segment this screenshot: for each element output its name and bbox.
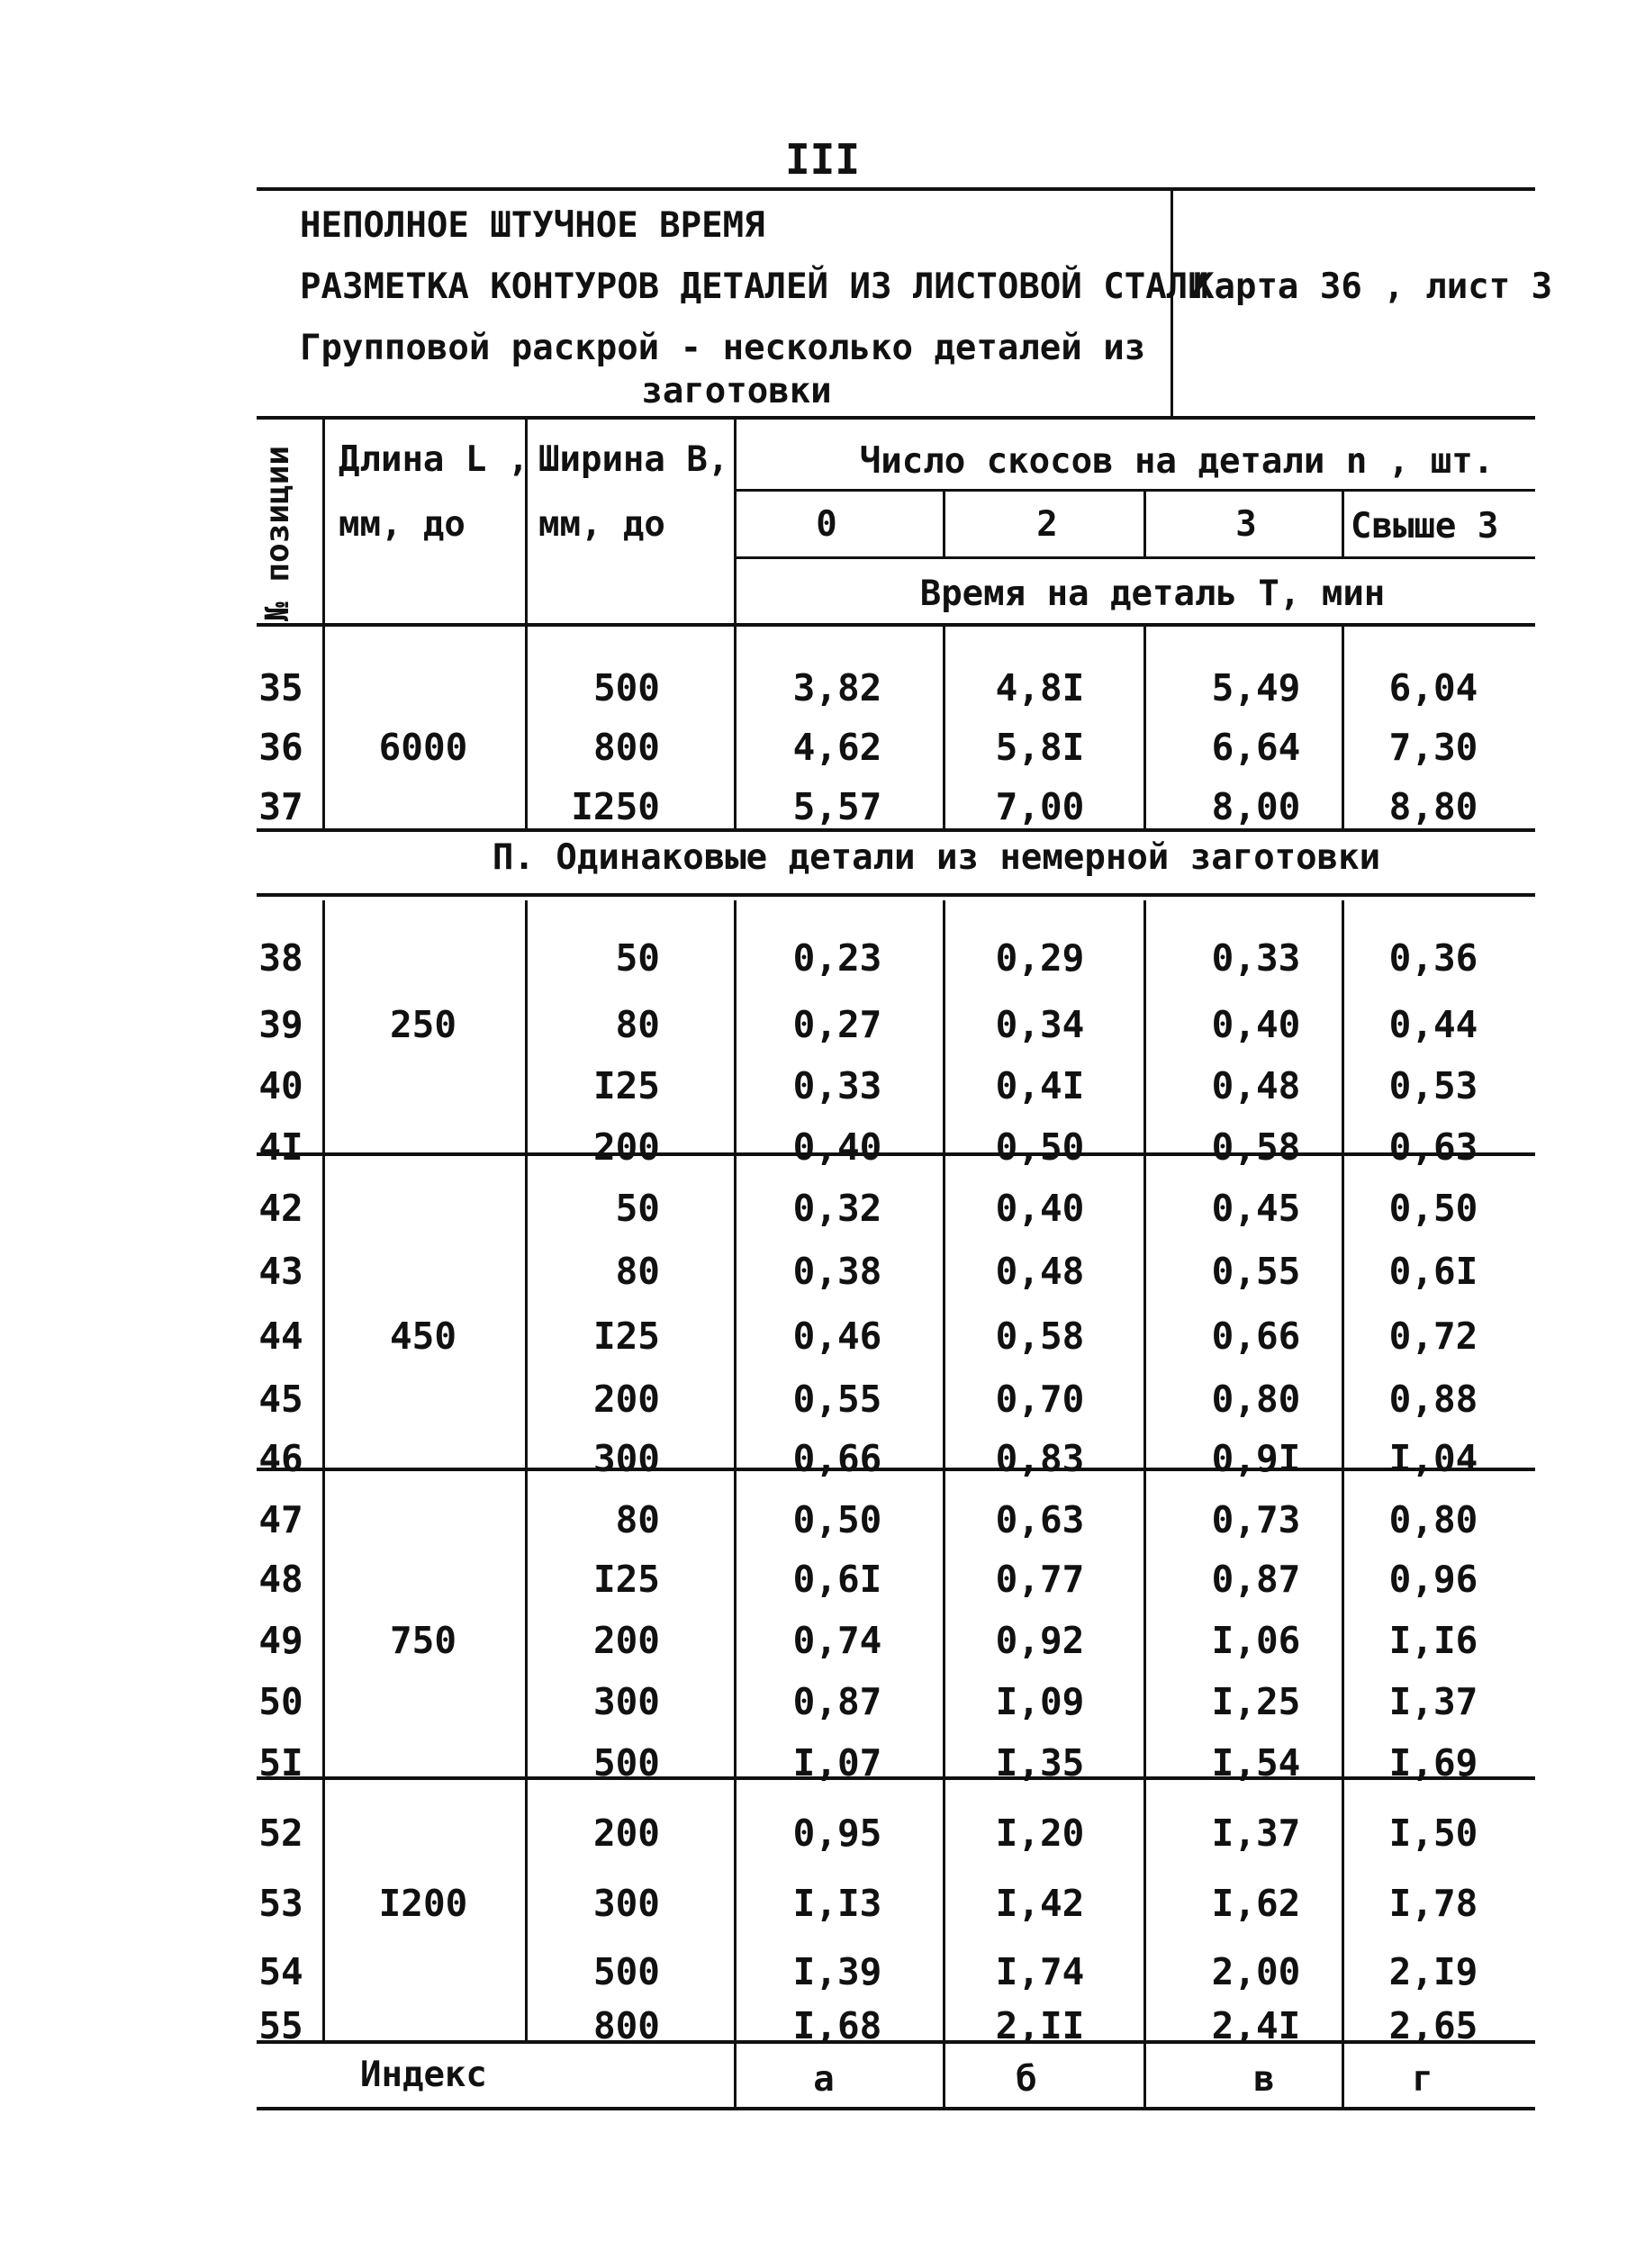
time-cell: 0,50 [1388, 1187, 1478, 1230]
header-description: Групповой раскрой - несколько деталей из [300, 328, 1146, 368]
width-cell: 300 [592, 1437, 660, 1480]
time-cell: 0,50 [792, 1498, 882, 1541]
section2-group-col-divider-2 [525, 1154, 528, 1469]
width-heading-unit: мм, до [538, 504, 665, 545]
index-b: б [1016, 2059, 1037, 2100]
section2-group-col-divider-5 [1143, 1778, 1146, 2042]
time-cell: I,42 [995, 1882, 1085, 1925]
card-label: Карта 36 , лист 3 [1193, 267, 1553, 307]
time-cell: I,54 [1211, 1741, 1301, 1785]
width-cell: I250 [571, 785, 660, 828]
section2-group-col-divider-2 [525, 1778, 528, 2042]
position-cell: 37 [258, 785, 303, 828]
section2-group-col-divider-4 [943, 900, 945, 1154]
heading-col-divider-5 [1143, 491, 1146, 556]
section1-group-col-divider-6 [1342, 625, 1344, 828]
time-cell: 0,27 [792, 1003, 882, 1046]
section2-title-rule [257, 893, 1535, 897]
time-cell: 0,32 [792, 1187, 882, 1230]
header-description-cont: заготовки [641, 371, 832, 411]
time-cell: I,07 [792, 1741, 882, 1785]
width-cell: 80 [615, 1003, 660, 1046]
time-cell: 0,48 [995, 1250, 1085, 1293]
width-cell: 200 [592, 1378, 660, 1421]
time-cell: 0,33 [1211, 936, 1301, 980]
width-cell: 500 [592, 1741, 660, 1785]
position-cell: 4I [258, 1125, 303, 1169]
footer-bottom-rule [257, 2107, 1535, 2110]
index-label: Индекс [360, 2055, 487, 2095]
position-cell: 35 [258, 666, 303, 709]
position-cell: 53 [258, 1882, 303, 1925]
time-cell: 0,6I [1388, 1250, 1478, 1293]
position-cell: 40 [258, 1064, 303, 1107]
time-cell: 5,57 [792, 785, 882, 828]
position-cell: 52 [258, 1812, 303, 1855]
time-cell: I,35 [995, 1741, 1085, 1785]
time-cell: 0,6I [792, 1558, 882, 1601]
time-cell: 0,33 [792, 1064, 882, 1107]
heading-col-divider-6 [1342, 491, 1344, 556]
heading-col-divider-2 [525, 418, 528, 623]
section1-group-col-divider-4 [943, 625, 945, 828]
bevel-more-heading: Свыше 3 [1351, 506, 1499, 547]
time-cell: I,74 [995, 1950, 1085, 1993]
time-cell: 0,58 [995, 1315, 1085, 1358]
time-cell: 0,73 [1211, 1498, 1301, 1541]
time-cell: 0,34 [995, 1003, 1085, 1046]
time-cell: 5,8I [995, 726, 1085, 769]
heading-col-divider-3 [734, 418, 737, 623]
section2-group-col-divider-5 [1143, 1469, 1146, 1778]
time-cell: 0,66 [1211, 1315, 1301, 1358]
page-number: III [784, 135, 861, 184]
length-cell: 6000 [378, 726, 468, 769]
position-cell: 47 [258, 1498, 303, 1541]
heading-col-divider-4 [943, 491, 945, 556]
time-cell: 0,70 [995, 1378, 1085, 1421]
width-cell: I25 [592, 1315, 660, 1358]
time-cell: 2,4I [1211, 2004, 1301, 2047]
section2-group-col-divider-1 [322, 1469, 325, 1778]
position-cell: 42 [258, 1187, 303, 1230]
header-bottom-rule [257, 416, 1535, 420]
section2-group-col-divider-6 [1342, 900, 1344, 1154]
time-cell: 0,9I [1211, 1437, 1301, 1480]
position-cell: 38 [258, 936, 303, 980]
section2-group-col-divider-3 [734, 1469, 737, 1778]
section1-group-col-divider-5 [1143, 625, 1146, 828]
header-subtitle: РАЗМЕТКА КОНТУРОВ ДЕТАЛЕЙ ИЗ ЛИСТОВОЙ СТАЛИ [300, 267, 1209, 307]
width-cell: 50 [615, 936, 660, 980]
position-cell: 5I [258, 1741, 303, 1785]
position-cell: 49 [258, 1619, 303, 1662]
time-cell: 4,8I [995, 666, 1085, 709]
width-cell: 200 [592, 1812, 660, 1855]
position-cell: 45 [258, 1378, 303, 1421]
time-cell: I,I3 [792, 1882, 882, 1925]
section2-group-col-divider-3 [734, 900, 737, 1154]
time-cell: 0,38 [792, 1250, 882, 1293]
time-cell: I,04 [1388, 1437, 1478, 1480]
time-cell: 5,49 [1211, 666, 1301, 709]
section2-group-col-divider-3 [734, 1778, 737, 2042]
section2-group-col-divider-6 [1342, 1469, 1344, 1778]
section2-group-col-divider-1 [322, 1154, 325, 1469]
position-heading: № позиции [259, 445, 296, 621]
time-cell: 0,40 [792, 1125, 882, 1169]
section2-group-col-divider-2 [525, 1469, 528, 1778]
header-top-rule [257, 187, 1535, 191]
time-cell: 2,00 [1211, 1950, 1301, 1993]
section2-group-col-divider-4 [943, 1778, 945, 2042]
section2-group-col-divider-4 [943, 1154, 945, 1469]
time-cell: 0,63 [995, 1498, 1085, 1541]
position-cell: 46 [258, 1437, 303, 1480]
time-cell: I,50 [1388, 1812, 1478, 1855]
time-cell: 0,4I [995, 1064, 1085, 1107]
time-cell: 0,40 [1211, 1003, 1301, 1046]
time-cell: 0,29 [995, 936, 1085, 980]
section1-group-col-divider-3 [734, 625, 737, 828]
time-cell: 0,72 [1388, 1315, 1478, 1358]
length-cell: 250 [389, 1003, 457, 1046]
time-cell: 0,48 [1211, 1064, 1301, 1107]
time-cell: 0,58 [1211, 1125, 1301, 1169]
time-cell: I,20 [995, 1812, 1085, 1855]
time-cell: 0,53 [1388, 1064, 1478, 1107]
section2-group-col-divider-1 [322, 1778, 325, 2042]
section2-group-col-divider-5 [1143, 1154, 1146, 1469]
time-cell: 0,55 [792, 1378, 882, 1421]
bevel-2-heading: 2 [1036, 504, 1058, 545]
bevels-heading: Число скосов на детали n , шт. [859, 441, 1495, 482]
time-cell: 0,63 [1388, 1125, 1478, 1169]
time-cell: 0,74 [792, 1619, 882, 1662]
time-cell: 0,45 [1211, 1187, 1301, 1230]
section2-group-col-divider-1 [322, 900, 325, 1154]
time-cell: I,37 [1211, 1812, 1301, 1855]
section-title: П. Одинаковые детали из немерной заготовки [492, 837, 1381, 878]
time-cell: 0,66 [792, 1437, 882, 1480]
position-cell: 55 [258, 2004, 303, 2047]
time-cell: I,62 [1211, 1882, 1301, 1925]
time-cell: 0,87 [1211, 1558, 1301, 1601]
time-cell: 0,96 [1388, 1558, 1478, 1601]
time-cell: 4,62 [792, 726, 882, 769]
time-cell: 0,77 [995, 1558, 1085, 1601]
length-heading: Длина L , [339, 439, 529, 480]
section2-group-col-divider-6 [1342, 1778, 1344, 2042]
time-cell: 0,83 [995, 1437, 1085, 1480]
section2-group-col-divider-4 [943, 1469, 945, 1778]
time-cell: 0,44 [1388, 1003, 1478, 1046]
time-cell: 0,95 [792, 1812, 882, 1855]
time-cell: 2,I9 [1388, 1950, 1478, 1993]
width-cell: 300 [592, 1680, 660, 1723]
time-cell: 7,00 [995, 785, 1085, 828]
width-cell: 500 [592, 1950, 660, 1993]
time-cell: I,69 [1388, 1741, 1478, 1785]
position-cell: 43 [258, 1250, 303, 1293]
footer-col-divider-3 [1143, 2042, 1146, 2107]
footer-col-divider-4 [1342, 2042, 1344, 2107]
position-cell: 44 [258, 1315, 303, 1358]
width-cell: 80 [615, 1250, 660, 1293]
time-cell: 0,88 [1388, 1378, 1478, 1421]
time-cell: 8,80 [1388, 785, 1478, 828]
time-cell: 0,46 [792, 1315, 882, 1358]
section2-group-col-divider-5 [1143, 900, 1146, 1154]
time-cell: 6,04 [1388, 666, 1478, 709]
width-cell: 800 [592, 726, 660, 769]
time-cell: I,25 [1211, 1680, 1301, 1723]
position-cell: 39 [258, 1003, 303, 1046]
length-cell: 750 [389, 1619, 457, 1662]
time-cell: 0,55 [1211, 1250, 1301, 1293]
time-heading: Время на деталь Т, мин [919, 574, 1386, 614]
time-cell: I,06 [1211, 1619, 1301, 1662]
heading-col-divider-1 [322, 418, 325, 623]
time-cell: 0,80 [1211, 1378, 1301, 1421]
footer-col-divider-1 [734, 2042, 737, 2107]
time-cell: 0,50 [995, 1125, 1085, 1169]
width-cell: 800 [592, 2004, 660, 2047]
time-cell: 7,30 [1388, 726, 1478, 769]
header-title: НЕПОЛНОЕ ШТУЧНОЕ ВРЕМЯ [300, 205, 765, 246]
index-g: г [1412, 2059, 1433, 2100]
width-cell: I25 [592, 1064, 660, 1107]
time-cell: I,09 [995, 1680, 1085, 1723]
time-cell: 0,80 [1388, 1498, 1478, 1541]
position-cell: 54 [258, 1950, 303, 1993]
section2-group-col-divider-3 [734, 1154, 737, 1469]
bevel-3-heading: 3 [1235, 504, 1257, 545]
length-cell: I200 [378, 1882, 468, 1925]
section2-group-col-divider-2 [525, 900, 528, 1154]
time-cell: 0,40 [995, 1187, 1085, 1230]
section1-group-col-divider-1 [322, 625, 325, 828]
bevel-0-heading: 0 [816, 504, 837, 545]
section1-group-col-divider-2 [525, 625, 528, 828]
time-cell: 0,87 [792, 1680, 882, 1723]
index-v: в [1253, 2059, 1275, 2100]
time-cell: 0,23 [792, 936, 882, 980]
width-cell: I25 [592, 1558, 660, 1601]
width-cell: 300 [592, 1882, 660, 1925]
time-cell: 8,00 [1211, 785, 1301, 828]
width-cell: 80 [615, 1498, 660, 1541]
index-a: а [813, 2059, 835, 2100]
time-cell: I,39 [792, 1950, 882, 1993]
width-heading: Ширина В, [538, 439, 729, 480]
time-cell: I,78 [1388, 1882, 1478, 1925]
header-divider [1170, 189, 1173, 416]
bevel-values-rule [737, 556, 1535, 559]
time-cell: 6,64 [1211, 726, 1301, 769]
position-cell: 48 [258, 1558, 303, 1601]
footer-col-divider-2 [943, 2042, 945, 2107]
section2-group-col-divider-6 [1342, 1154, 1344, 1469]
time-cell: I,I6 [1388, 1619, 1478, 1662]
width-cell: 50 [615, 1187, 660, 1230]
position-cell: 50 [258, 1680, 303, 1723]
time-cell: I,68 [792, 2004, 882, 2047]
position-cell: 36 [258, 726, 303, 769]
width-cell: 200 [592, 1125, 660, 1169]
length-heading-unit: мм, до [339, 504, 465, 545]
time-cell: I,37 [1388, 1680, 1478, 1723]
time-cell: 0,36 [1388, 936, 1478, 980]
time-cell: 2,II [995, 2004, 1085, 2047]
time-cell: 0,92 [995, 1619, 1085, 1662]
time-cell: 2,65 [1388, 2004, 1478, 2047]
width-cell: 200 [592, 1619, 660, 1662]
section1-bottom-rule [257, 828, 1535, 832]
width-cell: 500 [592, 666, 660, 709]
length-cell: 450 [389, 1315, 457, 1358]
bevels-rule [737, 489, 1535, 492]
time-cell: 3,82 [792, 666, 882, 709]
